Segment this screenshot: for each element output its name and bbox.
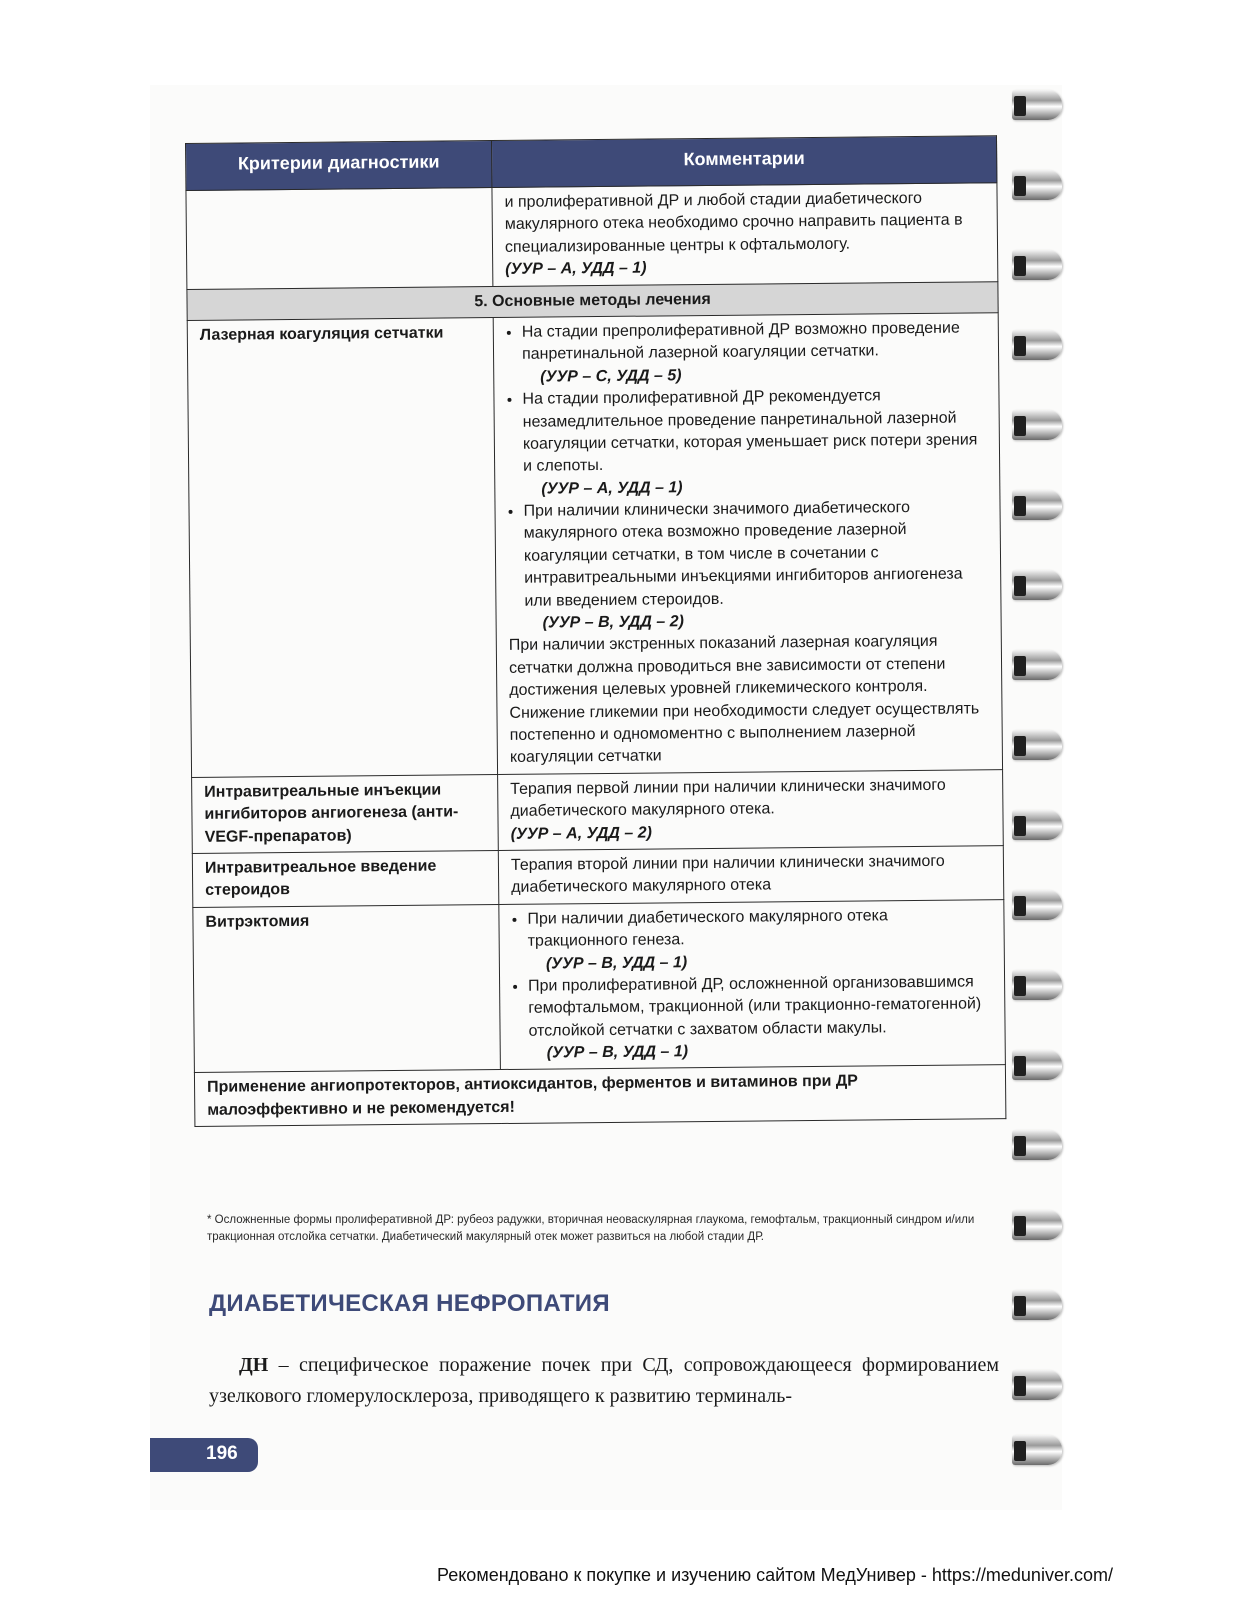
binding-ring xyxy=(1012,410,1062,440)
section-title: 5. Основные методы лечения xyxy=(187,281,998,320)
list-item xyxy=(527,904,992,976)
footnote: * Осложненные формы пролиферативной ДР: рубеоз радужки, вторичная неоваскулярная глаукома, гемофтальм, тракционный синдром и/или тракционная отслойка сетчатки. Диабетический макулярный отек может развиться на любой стадии ДР. xyxy=(207,1214,975,1243)
extra-text: При наличии экстренных показаний лазерная коагуляция сетчатки должна проводиться вне зависимости от степени достижения целевых уровней гликемического контроля. Снижение гликемии при необходимости следует осуществлять постепенно и одномоментно с выполнением лазерной коагуляции сетчатки xyxy=(508,633,980,767)
criterion-cell: Витрэктомия xyxy=(193,904,501,1073)
list-item xyxy=(528,971,993,1065)
treatment-table xyxy=(185,135,1006,1127)
bullet-list xyxy=(511,904,992,1065)
note-text: Применение ангиопротекторов, антиоксидантов, ферментов и витаминов при ДР малоэффективно и не рекомендуется! xyxy=(194,1065,1005,1127)
evidence-level: (УУР – В, УДД – 2) xyxy=(542,613,684,632)
section-heading: ДИАБЕТИЧЕСКАЯ НЕФРОПАТИЯ xyxy=(209,1290,610,1317)
binding-ring xyxy=(1012,1435,1062,1465)
body-paragraph xyxy=(209,1350,999,1412)
binding-ring xyxy=(1012,330,1062,360)
spiral-binding xyxy=(1012,90,1072,1490)
binding-ring xyxy=(1012,1210,1062,1240)
binding-ring xyxy=(1012,170,1062,200)
table-header-row xyxy=(186,136,997,191)
evidence-level: (УУР – А, УДД – 1) xyxy=(505,259,647,279)
watermark-text: Рекомендовано к покупке и изучению сайтом МедУнивер - https://meduniver.com/ xyxy=(437,1565,1113,1585)
criterion-cell: Лазерная коагуляция сетчатки xyxy=(187,318,497,778)
binding-ring xyxy=(1012,1050,1062,1080)
comment-cell: Терапия второй линии при наличии клинически значимого диабетического макулярного отека xyxy=(498,846,1003,905)
binding-ring xyxy=(1012,90,1062,120)
binding-ring xyxy=(1012,1130,1062,1160)
item-text: При наличии диабетического макулярного отека тракционного генеза. xyxy=(527,907,888,950)
binding-ring xyxy=(1012,970,1062,1000)
binding-ring xyxy=(1012,810,1062,840)
item-text: На стадии пролиферативной ДР рекомендуется незамедлительное проведение панретинальной лазерной коагуляции сетчатки, которая уменьшает риск потери зрения и слепоты. xyxy=(522,387,978,476)
comment-cell xyxy=(498,769,1004,850)
comment-cell xyxy=(493,313,1002,775)
item-text: При наличии клинически значимого диабетического макулярного отека возможно проведение лазерной коагуляции сетчатки, в том числе в сочетании с интравитреальными инъекциями ингибиторов ангиогенеза или введением стероидов. xyxy=(523,499,963,610)
comment-text: и пролиферативной ДР и любой стадии диабетического макулярного отека необходимо срочно направить пациента в специализированные центры к офтальмологу. xyxy=(504,189,963,256)
table-row xyxy=(186,183,998,289)
table-row xyxy=(187,313,1002,778)
binding-ring xyxy=(1012,650,1062,680)
evidence-level: (УУР – В, УДД – 1) xyxy=(545,953,688,973)
paragraph-text: – специфическое поражение почек при СД, сопровождающееся формированием узелкового гломерулосклероза, приводящего к развитию терминаль- xyxy=(209,1354,999,1407)
empty-cell xyxy=(186,188,493,289)
page-number-tab xyxy=(150,1438,258,1472)
list-item xyxy=(522,384,987,500)
table-row xyxy=(193,899,1006,1073)
binding-ring xyxy=(1012,1370,1062,1400)
paragraph-term: ДН xyxy=(239,1354,269,1376)
table-row xyxy=(192,846,1003,908)
page-number: 196 xyxy=(206,1443,238,1464)
binding-ring xyxy=(1012,570,1062,600)
evidence-level: (УУР – А, УДД – 1) xyxy=(541,478,683,498)
list-item xyxy=(523,496,988,635)
comment-cell xyxy=(499,899,1006,1070)
evidence-level: (УУР – С, УДД – 5) xyxy=(540,366,682,386)
bullet-list xyxy=(506,317,989,635)
binding-ring xyxy=(1012,1290,1062,1320)
header-criteria: Критерии диагностики xyxy=(186,141,492,191)
table-row xyxy=(192,769,1004,853)
binding-ring xyxy=(1012,730,1062,760)
note-row xyxy=(194,1065,1005,1127)
list-item xyxy=(522,317,987,389)
evidence-level: (УУР – А, УДД – 2) xyxy=(510,824,652,843)
binding-ring xyxy=(1012,490,1062,520)
comment-cell xyxy=(492,183,998,286)
binding-ring xyxy=(1012,890,1062,920)
comment-text: Терапия первой линии при наличии клинически значимого диабетического макулярного отека. xyxy=(510,776,946,821)
criterion-cell: Интравитреальное введение стероидов xyxy=(192,850,499,907)
criterion-cell: Интравитреальные инъекции ингибиторов ангиогенеза (анти-VEGF-препаратов) xyxy=(192,774,499,853)
header-comments: Комментарии xyxy=(491,136,996,188)
item-text: При пролиферативной ДР, осложненной организовавшимся гемофтальмом, тракционной (или тракционно-гематогенной) отслойкой сетчатки с захватом области макулы. xyxy=(528,973,982,1040)
item-text: На стадии препролиферативной ДР возможно проведение панретинальной лазерной коагуляции сетчатки. xyxy=(521,319,960,364)
evidence-level: (УУР – В, УДД – 1) xyxy=(546,1043,689,1062)
binding-ring xyxy=(1012,250,1062,280)
